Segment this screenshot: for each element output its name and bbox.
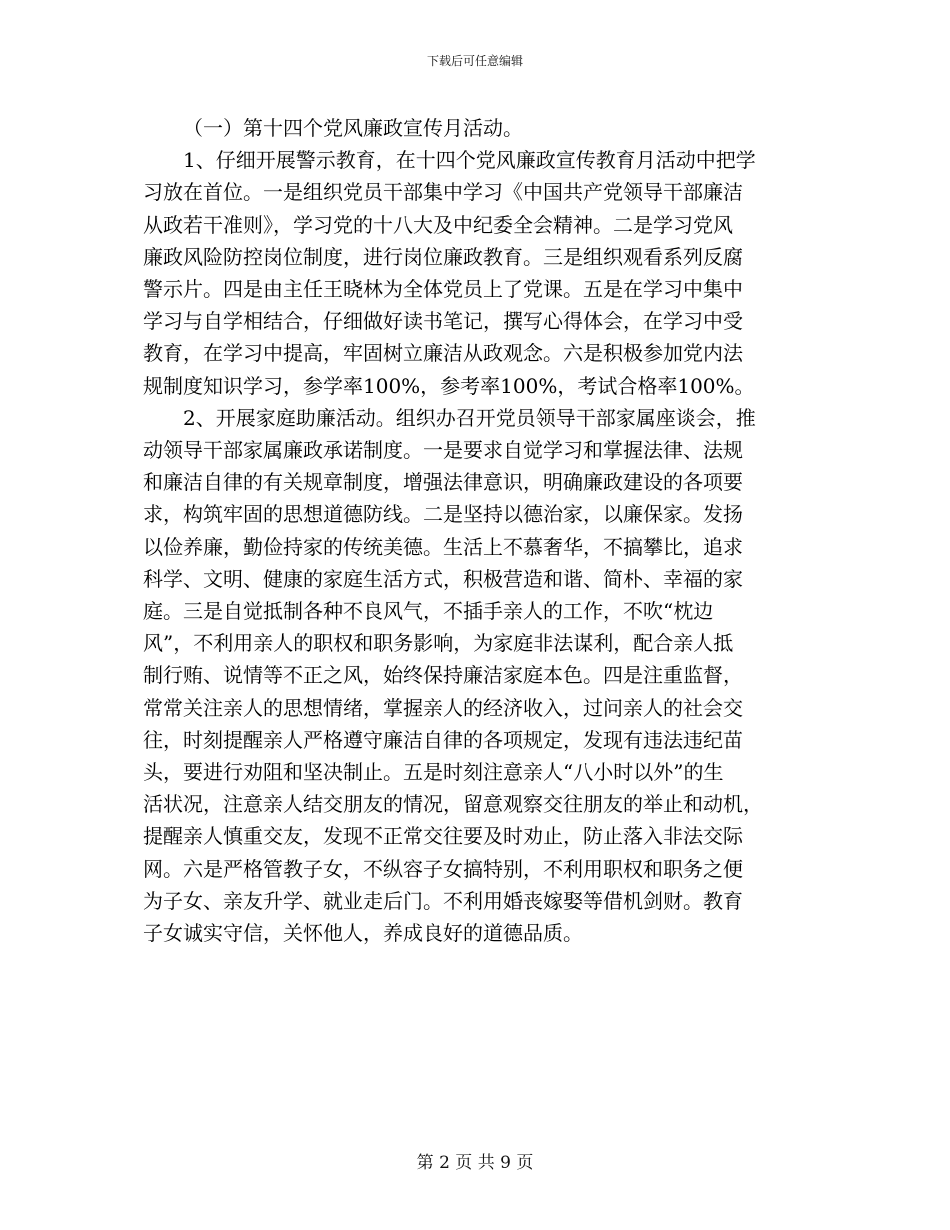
page-number: 第 2 页 共 9 页 (416, 1153, 534, 1173)
paragraph-line: 动领导干部家属廉政承诺制度。一是要求自觉学习和掌握法律、法规 (143, 438, 743, 463)
paragraph-line: 警示片。四是由主任王晓林为全体党员上了党课。五是在学习中集中 (143, 277, 743, 302)
paragraph-line: 为子女、亲友升学、就业走后门。不利用婚丧嫁娶等借机剑财。教育 (143, 888, 743, 913)
paragraph-line: 子女诚实守信，关怀他人，养成良好的道德品质。 (143, 921, 583, 946)
paragraph-line: 2、开展家庭助廉活动。组织办召开党员领导干部家属座谈会，推 (183, 405, 756, 430)
paragraph-line: 网。六是严格管教子女，不纵容子女搞特别，不利用职权和职务之便 (143, 856, 743, 881)
paragraph-line: 往，时刻提醒亲人严格遵守廉洁自律的各项规定，发现有违法违纪苗 (143, 727, 743, 752)
paragraph-line: 从政若干准则》，学习党的十八大及中纪委全会精神。二是学习党风 (143, 212, 733, 237)
paragraph-line: 学习与自学相结合，仔细做好读书笔记，撰写心得体会，在学习中受 (143, 309, 743, 334)
section-heading: （一）第十四个党风廉政宣传月活动。 (183, 116, 523, 140)
paragraph-line: 教育，在学习中提高，牢固树立廉洁从政观念。六是积极参加党内法 (143, 341, 743, 366)
paragraph-line: 求，构筑牢固的思想道德防线。二是坚持以德治家，以廉保家。发扬 (143, 502, 743, 527)
paragraph-line: 风”，不利用亲人的职权和职务影响，为家庭非法谋利，配合亲人抵 (143, 631, 734, 656)
paragraph-line: 常常关注亲人的思想情绪，掌握亲人的经济收入，过问亲人的社会交 (143, 695, 743, 720)
paragraph-warning-education (143, 144, 811, 402)
paragraph-line: 庭。三是自觉抵制各种不良风气，不插手亲人的工作，不吹“枕边 (143, 599, 714, 624)
paragraph-line: 科学、文明、健康的家庭生活方式，积极营造和谐、简朴、幸福的家 (143, 566, 743, 591)
page-header: 下载后可任意编辑 (426, 54, 523, 68)
paragraph-line: 和廉洁自律的有关规章制度，增强法律意识，明确廉政建设的各项要 (143, 470, 743, 495)
paragraph-line: 头，要进行劝阻和坚决制止。五是时刻注意亲人“八小时以外”的生 (143, 760, 724, 785)
paragraph-family-integrity (143, 402, 811, 949)
paragraph-line: 制行贿、说情等不正之风，始终保持廉洁家庭本色。四是注重监督， (143, 663, 743, 688)
paragraph-line: 1、仔细开展警示教育，在十四个党风廉政宣传教育月活动中把学 (183, 148, 756, 173)
paragraph-line: 习放在首位。一是组织党员干部集中学习《中国共产党领导干部廉洁 (143, 180, 743, 205)
paragraph-line: 规制度知识学习，参学率100%，参考率100%，考试合格率100%。 (143, 373, 755, 398)
paragraph-line: 以俭养廉，勤俭持家的传统美德。生活上不慕奢华，不搞攀比，追求 (143, 534, 743, 559)
paragraph-line: 廉政风险防控岗位制度，进行岗位廉政教育。三是组织观看系列反腐 (143, 244, 743, 269)
paragraph-line: 活状况，注意亲人结交朋友的情况，留意观察交往朋友的举止和动机， (143, 792, 763, 817)
paragraph-line: 提醒亲人慎重交友，发现不正常交往要及时劝止，防止落入非法交际 (143, 824, 743, 849)
document-body (143, 112, 811, 949)
